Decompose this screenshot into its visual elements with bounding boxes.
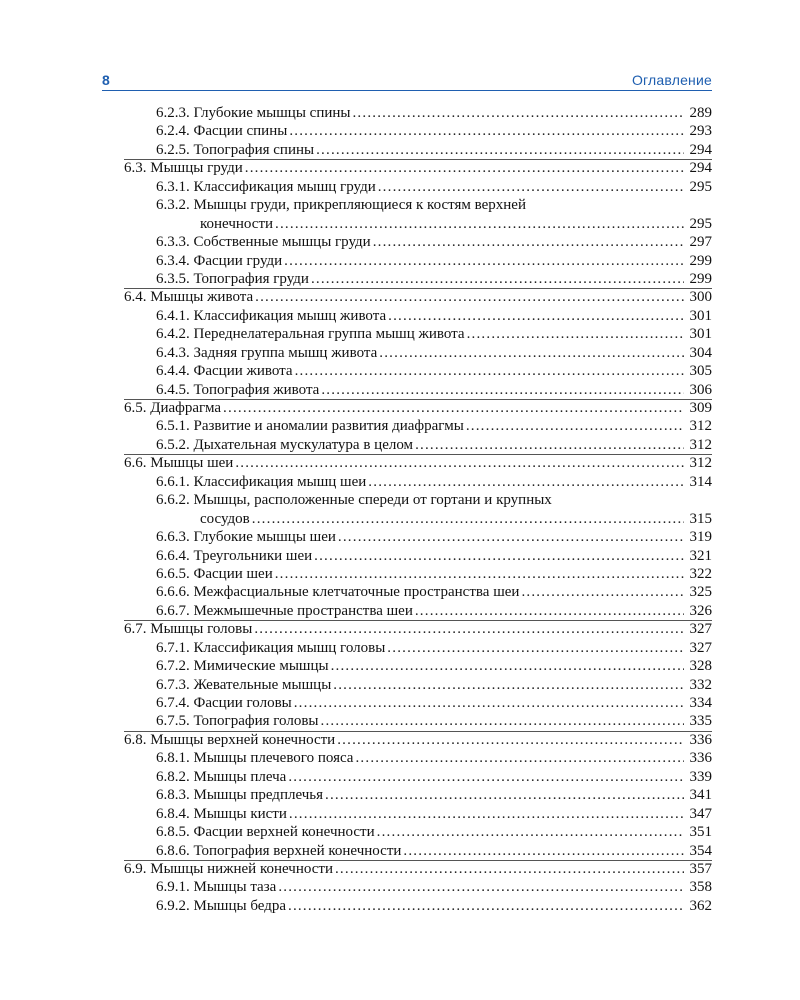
toc-subsection-entry	[156, 491, 712, 528]
toc-entry-number: 6.4.	[124, 289, 147, 306]
toc-entry-title: Жевательные мышцы	[193, 676, 332, 693]
toc-entry-title: Дыхательная мускулатура в целом	[193, 436, 414, 453]
toc-entry-title: Классификация мышц груди	[193, 178, 376, 195]
dot-leader	[321, 381, 684, 399]
toc-entry-page: 335	[689, 713, 712, 730]
toc-entry-page: 347	[689, 805, 712, 822]
page-header	[102, 72, 712, 91]
toc-entry-number: 6.9.1.	[156, 879, 190, 896]
toc-entry-page: 314	[689, 473, 712, 490]
toc-entry-title: Топография спины	[193, 141, 315, 158]
toc-entry-title: Мышцы бедра	[193, 897, 287, 914]
toc-entry-title: Мышцы головы	[150, 621, 253, 638]
toc-entry-page: 357	[689, 860, 712, 877]
toc-entry-number: 6.4.5.	[156, 381, 190, 398]
section-divider	[124, 620, 712, 621]
table-of-contents	[124, 104, 712, 915]
toc-entry-page: 358	[689, 879, 712, 896]
toc-entry-page: 312	[689, 418, 712, 435]
toc-entry-number: 6.3.4.	[156, 252, 190, 269]
toc-entry-page: 299	[689, 270, 712, 287]
toc-entry-number: 6.8.3.	[156, 787, 190, 804]
toc-entry-title-continued: сосудов	[200, 510, 250, 527]
toc-entry-number: 6.8.2.	[156, 768, 190, 785]
toc-entry-title: Мышцы нижней конечности	[150, 860, 333, 877]
toc-entry-page: 294	[689, 160, 712, 177]
dot-leader	[284, 252, 684, 270]
toc-subsection-entry	[156, 196, 712, 233]
toc-subsection-entry	[156, 657, 712, 675]
dot-leader	[466, 417, 684, 435]
section-divider	[124, 860, 712, 861]
toc-entry-page: 321	[689, 547, 712, 564]
toc-entry-number: 6.6.7.	[156, 602, 190, 619]
toc-entry-number: 6.4.4.	[156, 363, 190, 380]
toc-entry-page: 319	[689, 529, 712, 546]
toc-entry-title: Классификация мышц головы	[193, 639, 386, 656]
toc-entry-title: Мышцы верхней конечности	[150, 731, 336, 748]
toc-subsection-entry	[156, 104, 712, 122]
dot-leader	[378, 178, 684, 196]
toc-entry-number: 6.3.2.	[156, 197, 190, 214]
toc-entry-title: Мышцы плечевого пояса	[193, 750, 354, 767]
toc-subsection-entry	[156, 178, 712, 196]
toc-entry-number: 6.7.3.	[156, 676, 190, 693]
dot-leader	[331, 657, 684, 675]
dot-leader	[325, 786, 684, 804]
toc-entry-page: 354	[689, 842, 712, 859]
toc-entry-page: 309	[689, 400, 712, 417]
toc-entry-page: 301	[689, 307, 712, 324]
toc-entry-number: 6.9.	[124, 860, 147, 877]
toc-subsection-entry	[156, 270, 712, 288]
toc-entry-number: 6.7.4.	[156, 695, 190, 712]
toc-entry-title-continued: конечности	[200, 215, 274, 232]
toc-subsection-entry	[156, 639, 712, 657]
toc-entry-title: Мышцы плеча	[193, 768, 287, 785]
toc-entry-title: Диафрагма	[150, 400, 222, 417]
toc-subsection-entry	[156, 547, 712, 565]
toc-entry-page: 301	[689, 326, 712, 343]
toc-entry-number: 6.8.1.	[156, 750, 190, 767]
toc-entry-title: Треугольники шеи	[193, 547, 313, 564]
dot-leader	[278, 878, 684, 896]
toc-subsection-entry	[156, 233, 712, 251]
section-divider	[124, 288, 712, 289]
toc-entry-number: 6.8.6.	[156, 842, 190, 859]
toc-entry-page: 328	[689, 658, 712, 675]
dot-leader	[314, 547, 684, 565]
toc-entry-page: 293	[689, 123, 712, 140]
section-divider	[124, 159, 712, 160]
toc-entry-number: 6.5.2.	[156, 436, 190, 453]
toc-subsection-entry	[156, 565, 712, 583]
toc-section-entry	[124, 860, 712, 878]
toc-entry-title: Задняя группа мышц живота	[193, 344, 378, 361]
toc-entry-number: 6.2.4.	[156, 123, 190, 140]
toc-entry-number: 6.8.	[124, 731, 147, 748]
toc-entry-number: 6.4.3.	[156, 344, 190, 361]
dot-leader	[415, 602, 684, 620]
toc-entry-page: 289	[689, 105, 712, 121]
toc-entry-number: 6.8.5.	[156, 824, 190, 841]
toc-section-entry	[124, 159, 712, 177]
toc-subsection-entry	[156, 417, 712, 435]
dot-leader	[373, 233, 684, 251]
toc-subsection-entry	[156, 897, 712, 915]
toc-subsection-entry	[156, 362, 712, 380]
toc-section-entry	[124, 288, 712, 306]
toc-entry-page: 306	[689, 381, 712, 398]
toc-entry-title: Фасции верхней конечности	[193, 824, 375, 841]
dot-leader	[294, 694, 684, 712]
toc-entry-number: 6.2.3.	[156, 105, 190, 121]
toc-entry-title: Глубокие мышцы спины	[193, 105, 351, 121]
toc-entry-number: 6.6.2.	[156, 492, 190, 509]
dot-leader	[352, 104, 684, 122]
toc-entry-page: 315	[689, 510, 712, 527]
dot-leader	[252, 510, 684, 528]
dot-leader	[338, 528, 684, 546]
toc-entry-title: Мышцы предплечья	[193, 787, 324, 804]
dot-leader	[223, 399, 684, 417]
toc-entry-title: Мышцы кисти	[193, 805, 287, 822]
toc-entry-title: Мышцы шеи	[150, 455, 234, 472]
dot-leader	[355, 749, 684, 767]
toc-entry-number: 6.9.2.	[156, 897, 190, 914]
toc-entry-title: Топография груди	[193, 270, 309, 287]
toc-subsection-entry	[156, 878, 712, 896]
toc-entry-number: 6.4.2.	[156, 326, 190, 343]
toc-subsection-entry	[156, 252, 712, 270]
dot-leader	[275, 565, 684, 583]
toc-entry-number: 6.6.3.	[156, 529, 190, 546]
dot-leader	[368, 473, 684, 491]
dot-leader	[333, 676, 684, 694]
toc-entry-page: 295	[689, 215, 712, 232]
toc-entry-page: 339	[689, 768, 712, 785]
toc-entry-title: Межмышечные пространства шеи	[193, 602, 413, 619]
dot-leader	[335, 860, 684, 878]
toc-entry-title: Фасции головы	[193, 695, 292, 712]
toc-entry-page: 332	[689, 676, 712, 693]
toc-subsection-entry	[156, 344, 712, 362]
toc-entry-title: Мимические мышцы	[193, 658, 329, 675]
toc-subsection-entry	[156, 325, 712, 343]
dot-leader	[379, 344, 684, 362]
toc-entry-page: 299	[689, 252, 712, 269]
toc-entry-title: Мышцы груди, прикрепляющиеся к костям верхней	[193, 197, 526, 214]
section-divider	[124, 731, 712, 732]
toc-entry-number: 6.6.1.	[156, 473, 190, 490]
toc-subsection-entry	[156, 141, 712, 159]
toc-entry-number: 6.6.4.	[156, 547, 190, 564]
toc-entry-page: 312	[689, 436, 712, 453]
toc-subsection-entry	[156, 381, 712, 399]
toc-entry-page: 362	[689, 897, 712, 914]
toc-entry-number: 6.7.2.	[156, 658, 190, 675]
dot-leader	[387, 639, 684, 657]
toc-section-entry	[124, 620, 712, 638]
toc-entry-title: Мышцы груди	[150, 160, 243, 177]
dot-leader	[311, 270, 684, 288]
page-number: 8	[102, 72, 110, 88]
toc-entry-page: 334	[689, 695, 712, 712]
dot-leader	[289, 805, 684, 823]
toc-subsection-entry	[156, 842, 712, 860]
dot-leader	[254, 620, 684, 638]
toc-entry-page: 295	[689, 178, 712, 195]
dot-leader	[321, 712, 685, 730]
toc-subsection-entry	[156, 749, 712, 767]
toc-entry-number: 6.6.5.	[156, 565, 190, 582]
toc-subsection-entry	[156, 122, 712, 140]
toc-subsection-entry	[156, 712, 712, 730]
dot-leader	[316, 141, 684, 159]
toc-entry-number: 6.3.3.	[156, 234, 190, 251]
toc-entry-number: 6.7.	[124, 621, 147, 638]
toc-entry-number: 6.6.	[124, 455, 147, 472]
toc-entry-title: Мышцы живота	[150, 289, 254, 306]
toc-entry-page: 336	[689, 731, 712, 748]
dot-leader	[388, 307, 684, 325]
toc-subsection-entry	[156, 602, 712, 620]
dot-leader	[337, 731, 684, 749]
toc-section-entry	[124, 399, 712, 417]
toc-entry-page: 305	[689, 363, 712, 380]
toc-section-entry	[124, 731, 712, 749]
toc-subsection-entry	[156, 676, 712, 694]
toc-entry-page: 297	[689, 234, 712, 251]
toc-subsection-entry	[156, 786, 712, 804]
dot-leader	[235, 454, 684, 472]
dot-leader	[275, 215, 684, 233]
toc-entry-number: 6.3.1.	[156, 178, 190, 195]
toc-entry-title: Фасции спины	[193, 123, 288, 140]
toc-subsection-entry	[156, 805, 712, 823]
toc-entry-number: 6.6.6.	[156, 584, 190, 601]
toc-entry-title: Развитие и аномалии развития диафрагмы	[193, 418, 464, 435]
toc-entry-number: 6.3.5.	[156, 270, 190, 287]
toc-subsection-entry	[156, 473, 712, 491]
toc-entry-title: Мышцы таза	[193, 879, 277, 896]
toc-entry-number: 6.7.1.	[156, 639, 190, 656]
toc-entry-title: Топография живота	[193, 381, 320, 398]
toc-entry-page: 304	[689, 344, 712, 361]
toc-subsection-entry	[156, 583, 712, 601]
toc-entry-title: Глубокие мышцы шеи	[193, 529, 336, 546]
toc-entry-title: Классификация мышц шеи	[193, 473, 367, 490]
toc-subsection-entry	[156, 307, 712, 325]
toc-entry-number: 6.8.4.	[156, 805, 190, 822]
toc-entry-title: Фасции груди	[193, 252, 283, 269]
running-title: Оглавление	[631, 72, 712, 88]
toc-entry-page: 325	[689, 584, 712, 601]
toc-entry-page: 300	[689, 289, 712, 306]
dot-leader	[245, 159, 684, 177]
dot-leader	[288, 768, 684, 786]
toc-entry-number: 6.2.5.	[156, 141, 190, 158]
toc-entry-number: 6.7.5.	[156, 713, 190, 730]
toc-section-entry	[124, 454, 712, 472]
dot-leader	[415, 436, 684, 454]
toc-entry-page: 294	[689, 141, 712, 158]
section-divider	[124, 399, 712, 400]
toc-entry-title: Мышцы, расположенные спереди от гортани и крупных	[193, 492, 552, 509]
dot-leader	[255, 288, 684, 306]
dot-leader	[289, 122, 684, 140]
toc-entry-title: Межфасциальные клетчаточные пространства шеи	[193, 584, 520, 601]
toc-subsection-entry	[156, 528, 712, 546]
toc-entry-page: 322	[689, 565, 712, 582]
toc-subsection-entry	[156, 823, 712, 841]
dot-leader	[295, 362, 684, 380]
toc-entry-number: 6.3.	[124, 160, 147, 177]
toc-entry-page: 326	[689, 602, 712, 619]
toc-entry-title: Топография головы	[193, 713, 319, 730]
toc-entry-number: 6.5.1.	[156, 418, 190, 435]
toc-subsection-entry	[156, 694, 712, 712]
toc-subsection-entry	[156, 768, 712, 786]
toc-entry-title: Фасции живота	[193, 363, 293, 380]
toc-entry-page: 312	[689, 455, 712, 472]
dot-leader	[521, 583, 684, 601]
toc-entry-page: 336	[689, 750, 712, 767]
dot-leader	[403, 842, 684, 860]
section-divider	[124, 454, 712, 455]
toc-subsection-entry	[156, 436, 712, 454]
toc-entry-number: 6.5.	[124, 400, 147, 417]
toc-entry-title: Классификация мышц живота	[193, 307, 387, 324]
toc-entry-page: 327	[689, 621, 712, 638]
toc-entry-number: 6.4.1.	[156, 307, 190, 324]
toc-entry-title: Фасции шеи	[193, 565, 273, 582]
toc-entry-page: 351	[689, 824, 712, 841]
toc-entry-page: 341	[689, 787, 712, 804]
toc-entry-title: Переднелатеральная группа мышц живота	[193, 326, 465, 343]
dot-leader	[467, 325, 684, 343]
dot-leader	[288, 897, 684, 915]
toc-entry-page: 327	[689, 639, 712, 656]
toc-entry-title: Топография верхней конечности	[193, 842, 402, 859]
toc-entry-title: Собственные мышцы груди	[193, 234, 371, 251]
dot-leader	[377, 823, 684, 841]
